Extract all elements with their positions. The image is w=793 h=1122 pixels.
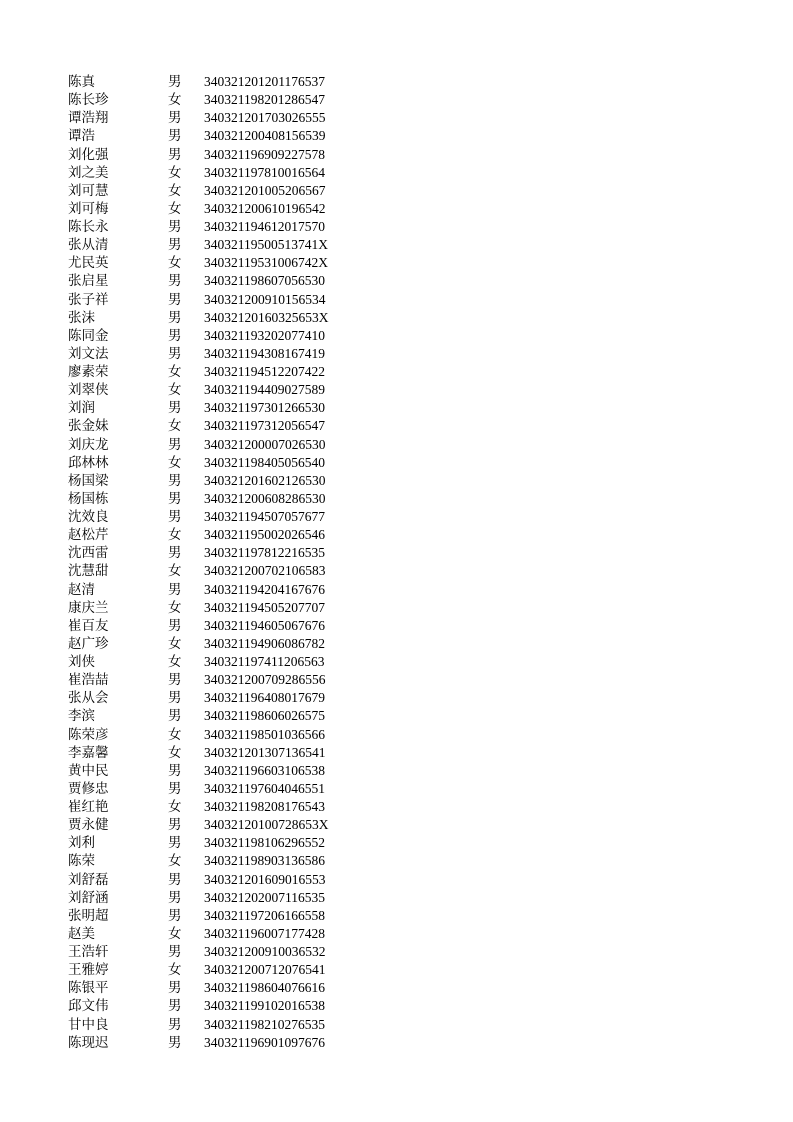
table-row <box>68 816 384 834</box>
id-number-cell: 340321201703026555 <box>204 110 326 126</box>
gender-cell: 男 <box>168 780 182 797</box>
id-number-cell: 340321200608286530 <box>204 490 326 506</box>
id-number-cell: 340321194507057677 <box>204 509 325 524</box>
gender-cell: 男 <box>168 509 182 525</box>
table-row <box>68 780 384 798</box>
gender-cell: 男 <box>168 871 182 888</box>
gender-cell: 男 <box>168 128 182 145</box>
gender-cell: 女 <box>168 92 182 109</box>
table-row <box>68 236 384 254</box>
name-cell: 沈效良 <box>68 509 109 525</box>
table-row <box>68 762 384 780</box>
id-number-cell: 340321200408156539 <box>204 128 326 144</box>
id-number-cell: 340321194409027589 <box>204 382 325 398</box>
name-cell: 崔红艳 <box>68 799 109 815</box>
table-row <box>68 671 384 689</box>
name-cell: 谭浩 <box>68 128 95 145</box>
gender-cell: 女 <box>168 726 182 743</box>
table-row <box>68 164 384 182</box>
id-number-cell: 340321194906086782 <box>204 635 325 651</box>
gender-cell: 女 <box>168 364 182 380</box>
table-row <box>68 1016 384 1034</box>
name-cell: 陈真 <box>68 74 95 90</box>
table-row <box>68 726 384 744</box>
gender-cell: 男 <box>168 291 182 308</box>
table-row <box>68 436 384 454</box>
gender-cell: 男 <box>168 889 182 906</box>
table-row <box>68 925 384 943</box>
table-row <box>68 218 384 236</box>
table-row <box>68 907 384 925</box>
table-row <box>68 381 384 399</box>
gender-cell: 女 <box>168 853 182 870</box>
table-row <box>68 309 384 327</box>
gender-cell: 男 <box>168 762 182 779</box>
gender-cell: 男 <box>168 327 182 344</box>
name-cell: 张从会 <box>68 690 109 707</box>
name-cell: 尤民英 <box>68 255 109 272</box>
table-row <box>68 508 384 526</box>
table-row <box>68 327 384 345</box>
name-cell: 陈银平 <box>68 980 109 997</box>
table-row <box>68 635 384 653</box>
gender-cell: 女 <box>168 654 182 670</box>
gender-cell: 女 <box>168 454 182 471</box>
gender-cell: 男 <box>168 146 182 163</box>
table-row <box>68 454 384 472</box>
id-number-cell: 34032119531006742X <box>204 255 328 271</box>
name-cell: 邱林林 <box>68 454 109 471</box>
name-cell: 廖素荣 <box>68 364 109 380</box>
name-cell: 陈同金 <box>68 327 109 344</box>
id-number-cell: 340321197604046551 <box>204 780 325 796</box>
gender-cell: 男 <box>168 690 182 707</box>
name-cell: 刘舒磊 <box>68 871 109 888</box>
name-cell: 刘化强 <box>68 146 109 163</box>
gender-cell: 女 <box>168 382 182 399</box>
id-number-cell: 340321197301266530 <box>204 400 325 416</box>
name-cell: 杨国栋 <box>68 490 109 507</box>
table-row <box>68 291 384 309</box>
name-cell: 刘利 <box>68 835 95 852</box>
gender-cell: 女 <box>168 200 182 217</box>
gender-cell: 女 <box>168 744 182 761</box>
name-cell: 杨国梁 <box>68 472 109 489</box>
gender-cell: 女 <box>168 563 182 580</box>
table-row <box>68 526 384 544</box>
table-row <box>68 146 384 164</box>
name-cell: 刘侠 <box>68 654 95 670</box>
name-cell: 崔百友 <box>68 617 109 634</box>
name-cell: 刘之美 <box>68 164 109 181</box>
table-row <box>68 943 384 961</box>
id-number-cell: 340321200007026530 <box>204 436 326 452</box>
id-number-cell: 340321194512207422 <box>204 364 325 379</box>
name-cell: 邱文伟 <box>68 998 109 1015</box>
gender-cell: 男 <box>168 708 182 725</box>
id-number-cell: 340321200712076541 <box>204 962 326 978</box>
name-cell: 沈慧甜 <box>68 563 109 580</box>
table-row <box>68 744 384 762</box>
name-cell: 张沫 <box>68 309 95 326</box>
table-row <box>68 399 384 417</box>
id-number-cell: 340321194308167419 <box>204 345 325 361</box>
id-number-cell: 34032120160325653X <box>204 309 329 325</box>
gender-cell: 男 <box>168 345 182 362</box>
name-cell: 陈长永 <box>68 219 109 235</box>
roster-body <box>68 73 384 1052</box>
id-number-cell: 340321201307136541 <box>204 744 326 760</box>
table-row <box>68 599 384 617</box>
gender-cell: 女 <box>168 418 182 435</box>
id-number-cell: 340321199102016538 <box>204 998 325 1014</box>
id-number-cell: 340321198606026575 <box>204 708 325 724</box>
id-number-cell: 340321196603106538 <box>204 762 325 778</box>
id-number-cell: 34032120100728653X <box>204 817 329 833</box>
table-row <box>68 91 384 109</box>
table-row <box>68 689 384 707</box>
gender-cell: 女 <box>168 182 182 199</box>
gender-cell: 男 <box>168 1034 182 1051</box>
name-cell: 陈荣 <box>68 853 95 870</box>
id-number-cell: 340321198106296552 <box>204 835 325 851</box>
id-number-cell: 340321196408017679 <box>204 690 325 706</box>
id-number-cell: 340321196909227578 <box>204 146 325 162</box>
table-row <box>68 544 384 562</box>
table-row <box>68 73 384 91</box>
name-cell: 张子祥 <box>68 291 109 308</box>
gender-cell: 女 <box>168 925 182 942</box>
gender-cell: 男 <box>168 400 182 417</box>
name-cell: 沈西雷 <box>68 545 109 562</box>
name-cell: 张启星 <box>68 273 109 290</box>
name-cell: 刘可梅 <box>68 200 109 217</box>
id-number-cell: 340321198501036566 <box>204 726 325 742</box>
name-cell: 刘庆龙 <box>68 436 109 453</box>
table-row <box>68 562 384 580</box>
name-cell: 刘文法 <box>68 345 109 362</box>
id-number-cell: 340321198604076616 <box>204 980 325 996</box>
name-cell: 赵清 <box>68 581 95 598</box>
gender-cell: 男 <box>168 980 182 997</box>
table-row <box>68 653 384 671</box>
gender-cell: 女 <box>168 599 182 616</box>
id-number-cell: 340321200702106583 <box>204 563 326 579</box>
table-row <box>68 200 384 218</box>
table-row <box>68 417 384 435</box>
table-row <box>68 979 384 997</box>
id-number-cell: 340321194605067676 <box>204 617 325 633</box>
table-row <box>68 617 384 635</box>
id-number-cell: 340321196007177428 <box>204 925 325 941</box>
name-cell: 张明超 <box>68 907 109 924</box>
gender-cell: 男 <box>168 1016 182 1033</box>
id-number-cell: 340321198208176543 <box>204 799 325 814</box>
id-number-cell: 340321198210276535 <box>204 1016 325 1032</box>
name-cell: 崔浩喆 <box>68 672 109 689</box>
gender-cell: 女 <box>168 635 182 652</box>
id-number-cell: 340321197411206563 <box>204 654 325 669</box>
name-cell: 康庆兰 <box>68 599 109 616</box>
name-cell: 李嘉馨 <box>68 744 109 761</box>
name-cell: 赵美 <box>68 925 95 942</box>
id-number-cell: 340321201005206567 <box>204 182 326 198</box>
name-cell: 陈长珍 <box>68 92 109 109</box>
table-row <box>68 581 384 599</box>
table-row <box>68 707 384 725</box>
id-number-cell: 340321197206166558 <box>204 907 325 923</box>
id-number-cell: 340321193202077410 <box>204 327 325 343</box>
id-number-cell: 340321197812216535 <box>204 545 325 561</box>
gender-cell: 男 <box>168 672 182 689</box>
table-row <box>68 961 384 979</box>
gender-cell: 男 <box>168 273 182 290</box>
gender-cell: 男 <box>168 110 182 127</box>
id-number-cell: 340321194612017570 <box>204 219 325 234</box>
id-number-cell: 340321196901097676 <box>204 1034 325 1050</box>
name-cell: 甘中良 <box>68 1016 109 1033</box>
table-row <box>68 109 384 127</box>
gender-cell: 女 <box>168 962 182 979</box>
gender-cell: 男 <box>168 237 182 254</box>
gender-cell: 男 <box>168 545 182 562</box>
name-cell: 张从清 <box>68 237 109 254</box>
table-row <box>68 798 384 816</box>
name-cell: 王浩轩 <box>68 944 109 960</box>
gender-cell: 男 <box>168 907 182 924</box>
name-cell: 赵松芹 <box>68 527 109 544</box>
id-number-cell: 340321194204167676 <box>204 581 325 597</box>
id-number-cell: 340321200610196542 <box>204 200 326 216</box>
name-cell: 刘可慧 <box>68 182 109 199</box>
table-row <box>68 1034 384 1052</box>
id-number-cell: 340321198607056530 <box>204 273 325 289</box>
name-cell: 刘舒涵 <box>68 889 109 906</box>
id-number-cell: 340321197810016564 <box>204 164 325 180</box>
gender-cell: 男 <box>168 436 182 453</box>
id-number-cell: 340321198201286547 <box>204 92 325 108</box>
name-cell: 贾修忠 <box>68 780 109 797</box>
name-cell: 谭浩翔 <box>68 110 109 127</box>
id-number-cell: 34032119500513741X <box>204 237 328 253</box>
gender-cell: 男 <box>168 472 182 489</box>
name-cell: 张金妹 <box>68 418 109 435</box>
table-row <box>68 997 384 1015</box>
gender-cell: 女 <box>168 527 182 544</box>
name-cell: 黄中民 <box>68 762 109 779</box>
gender-cell: 男 <box>168 490 182 507</box>
table-row <box>68 127 384 145</box>
table-row <box>68 363 384 381</box>
id-number-cell: 340321201201176537 <box>204 74 325 89</box>
table-row <box>68 345 384 363</box>
table-row <box>68 254 384 272</box>
name-cell: 刘翠侠 <box>68 382 109 399</box>
gender-cell: 男 <box>168 944 182 960</box>
table-row <box>68 871 384 889</box>
gender-cell: 男 <box>168 219 182 235</box>
id-number-cell: 340321198903136586 <box>204 853 325 869</box>
table-row <box>68 272 384 290</box>
table-row <box>68 889 384 907</box>
table-row <box>68 472 384 490</box>
gender-cell: 男 <box>168 817 182 834</box>
gender-cell: 男 <box>168 835 182 852</box>
name-cell: 李滨 <box>68 708 95 725</box>
gender-cell: 女 <box>168 799 182 815</box>
table-row <box>68 490 384 508</box>
id-number-cell: 340321198405056540 <box>204 454 325 470</box>
id-number-cell: 340321201609016553 <box>204 871 326 887</box>
id-number-cell: 340321195002026546 <box>204 527 325 543</box>
id-number-cell: 340321200910156534 <box>204 291 326 307</box>
id-number-cell: 340321202007116535 <box>204 889 325 905</box>
id-number-cell: 340321201602126530 <box>204 472 326 488</box>
name-cell: 贾永健 <box>68 817 109 834</box>
name-cell: 王雅婷 <box>68 962 109 979</box>
table-row <box>68 852 384 870</box>
id-number-cell: 340321197312056547 <box>204 418 325 434</box>
gender-cell: 男 <box>168 74 182 90</box>
gender-cell: 女 <box>168 164 182 181</box>
gender-cell: 男 <box>168 617 182 634</box>
gender-cell: 女 <box>168 255 182 272</box>
table-row <box>68 834 384 852</box>
id-number-cell: 340321194505207707 <box>204 599 325 615</box>
id-number-cell: 340321200910036532 <box>204 944 326 959</box>
roster-table <box>68 73 384 1052</box>
gender-cell: 男 <box>168 309 182 326</box>
name-cell: 刘润 <box>68 400 95 417</box>
name-cell: 陈现迟 <box>68 1034 109 1051</box>
gender-cell: 男 <box>168 581 182 598</box>
table-row <box>68 182 384 200</box>
id-number-cell: 340321200709286556 <box>204 672 326 688</box>
name-cell: 陈荣彦 <box>68 726 109 743</box>
gender-cell: 男 <box>168 998 182 1015</box>
name-cell: 赵广珍 <box>68 635 109 652</box>
